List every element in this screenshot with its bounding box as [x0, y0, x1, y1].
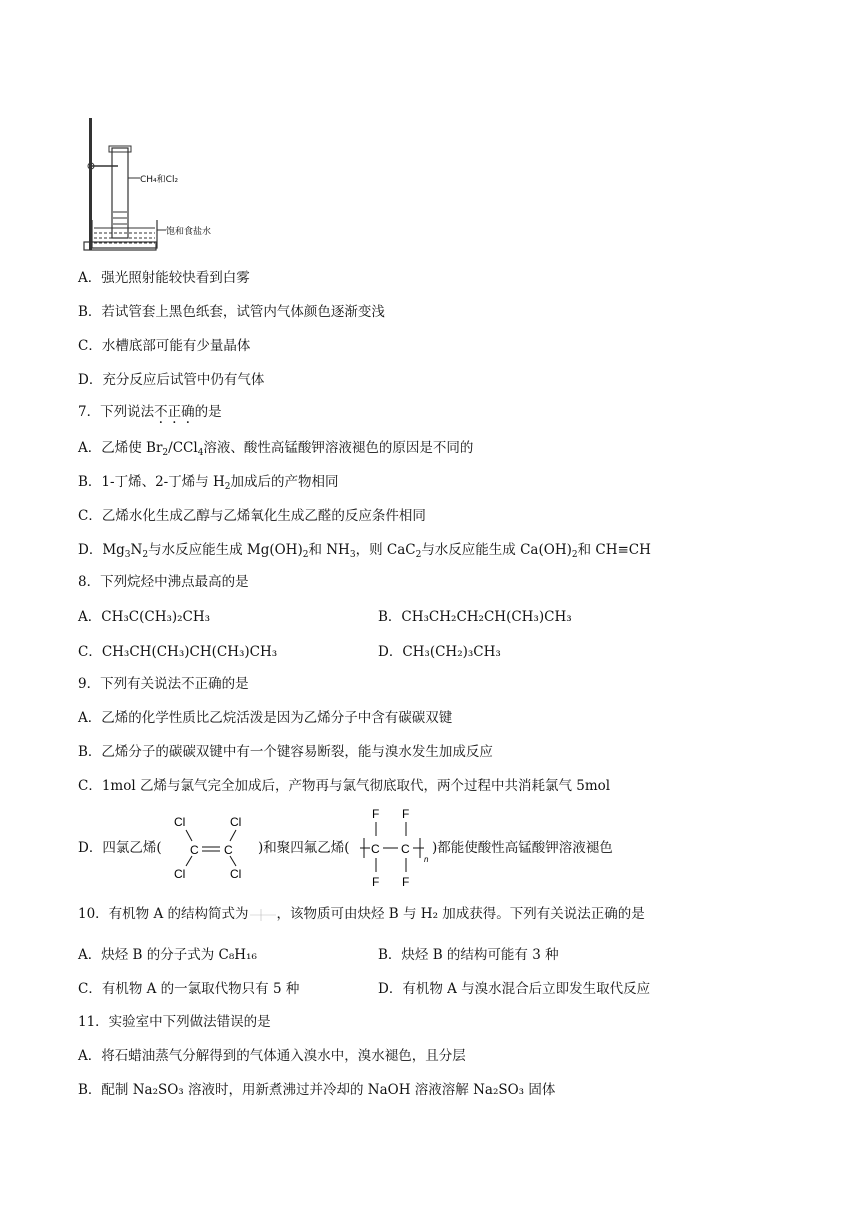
q7-d-7: 和 CH≡CH: [577, 542, 651, 558]
q11-stem: 11．实验室中下列做法错误的是: [78, 1014, 271, 1030]
q7-option-b: [78, 472, 339, 492]
q7-d-sub-2: 2: [142, 550, 149, 560]
q10-option-a: A．炔烃 B 的分子式为 C₈H₁₆: [78, 947, 257, 963]
q10-option-b: B．炔烃 B 的结构可能有 3 种: [378, 947, 559, 963]
q7-d-6: 与水反应能生成 Ca(OH): [421, 542, 572, 558]
q8-option-b: B．CH₃CH₂CH₂CH(CH₃)CH₃: [378, 609, 572, 625]
f-bottom-left: F: [372, 875, 380, 889]
water-label: 饱和食盐水: [166, 227, 212, 237]
q8-stem: 8．下列烷烃中沸点最高的是: [78, 574, 249, 590]
f-top-right: F: [402, 807, 410, 821]
q7-stem-post: 的是: [194, 404, 222, 420]
cl-top-left: Cl: [174, 815, 186, 829]
q7-a-text-1: A．乙烯使 Br: [78, 440, 163, 456]
cl-bottom-left: Cl: [174, 867, 186, 881]
q7-a-text-3: 溶液、酸性高锰酸钾溶液褪色的原因是不同的: [203, 440, 474, 456]
q7-stem: [78, 402, 222, 422]
c-right: C: [224, 843, 233, 857]
q7-d-sub-5: 2: [415, 550, 422, 560]
q7-d-4: 和 NH: [308, 542, 350, 558]
q10-stem: [78, 904, 645, 924]
n-subscript: n: [424, 855, 429, 864]
q9-option-b: B．乙烯分子的碳碳双键中有一个键容易断裂，能与溴水发生加成反应: [78, 744, 493, 760]
q9-option-c: C．1mol 乙烯与氯气完全加成后，产物再与氯气彻底取代，两个过程中共消耗氯气 5mol: [78, 778, 611, 794]
q9-option-d-post: )都能使酸性高锰酸钾溶液褪色: [432, 840, 613, 856]
gas-label: CH₄和Cl₂: [140, 175, 179, 185]
ptfe-structure: [358, 804, 434, 890]
q11-option-b: B．配制 Na₂SO₃ 溶液时，用新煮沸过并冷却的 NaOH 溶液溶解 Na₂SO₃ 固体: [78, 1082, 556, 1098]
q7-option-c: C．乙烯水化生成乙醇与乙烯氧化生成乙醛的反应条件相同: [78, 508, 426, 524]
q7-d-sub-1: 3: [124, 550, 131, 560]
q9-option-a: A．乙烯的化学性质比乙烷活泼是因为乙烯分子中含有碳碳双键: [78, 710, 453, 726]
q7-a-text-2: /CCl: [168, 440, 198, 456]
q7-d-sub-6: 2: [571, 550, 578, 560]
q6-option-b: B．若试管套上黑色纸套，试管内气体颜色逐渐变浅: [78, 304, 385, 320]
q7-d-2: N: [130, 542, 143, 558]
f-top-left: F: [372, 807, 380, 821]
q7-b-text-2: 加成后的产物相同: [230, 474, 339, 490]
c-ptfe-left: C: [371, 842, 380, 856]
q8-option-c: C．CH₃CH(CH₃)CH(CH₃)CH₃: [78, 644, 278, 660]
q9-option-d-mid: )和聚四氟乙烯(: [258, 840, 350, 856]
q6-option-d: D．充分反应后试管中仍有气体: [78, 372, 265, 388]
cl-top-right: Cl: [230, 815, 242, 829]
q7-d-sub-4: 3: [349, 550, 356, 560]
q7-option-d: [78, 540, 651, 560]
q10-option-c: C．有机物 A 的一氯取代物只有 5 种: [78, 981, 300, 997]
q6-option-c: C．水槽底部可能有少量晶体: [78, 338, 251, 354]
q10-stem-post: ，该物质可由炔烃 B 与 H₂ 加成获得。下列有关说法正确的是: [276, 906, 645, 922]
q7-a-sub-2: 4: [197, 448, 204, 458]
q7-d-sub-3: 2: [302, 550, 309, 560]
q7-b-text-1: B．1-丁烯、2-丁烯与 H: [78, 474, 225, 490]
q6-option-a: A．强光照射能较快看到白雾: [78, 270, 250, 286]
apparatus-figure: [82, 116, 222, 254]
q8-option-a: A．CH₃C(CH₃)₂CH₃: [78, 609, 211, 625]
c-left: C: [190, 843, 199, 857]
tiny-structure-image: [249, 907, 277, 923]
tetrachloroethylene-structure: [168, 808, 260, 888]
c-ptfe-right: C: [401, 842, 410, 856]
cl-bottom-right: Cl: [230, 867, 242, 881]
f-bottom-right: F: [402, 875, 410, 889]
q7-stem-pre: 7．下列说法: [78, 404, 155, 420]
q7-option-a: [78, 438, 473, 458]
q7-a-sub-1: 2: [162, 448, 169, 458]
q7-emph-1: 不: [154, 404, 168, 420]
q7-emph-2: 正: [167, 404, 182, 420]
q7-b-sub: 2: [224, 482, 231, 492]
q11-option-a: A．将石蜡油蒸气分解得到的气体通入溴水中，溴水褪色，且分层: [78, 1048, 466, 1064]
q10-stem-pre: 10．有机物 A 的结构简式为: [78, 906, 249, 922]
q7-d-3: 与水反应能生成 Mg(OH): [148, 542, 303, 558]
q7-d-5: ，则 CaC: [355, 542, 416, 558]
q9-stem: 9．下列有关说法不正确的是: [78, 676, 249, 692]
q10-option-d: D．有机物 A 与溴水混合后立即发生取代反应: [378, 981, 651, 997]
q8-option-d: D．CH₃(CH₂)₃CH₃: [378, 644, 501, 660]
q7-d-1: D．Mg: [78, 542, 125, 558]
q7-emph-3: 确: [181, 404, 195, 420]
q9-option-d-pre: D．四氯乙烯(: [78, 840, 162, 856]
